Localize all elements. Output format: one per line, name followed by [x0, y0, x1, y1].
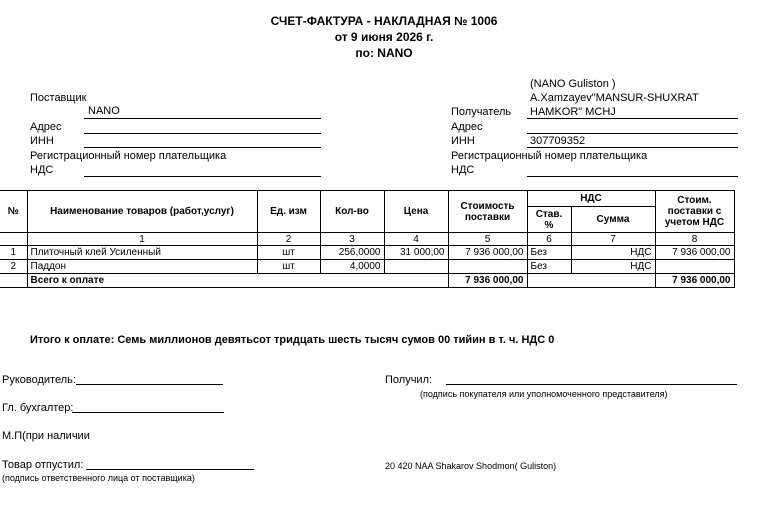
released-note: (подпись ответственного лица от поставщика) — [2, 473, 195, 483]
recipient-name-1: (NANO Guliston ) — [530, 78, 616, 90]
supplier-value: NANO — [88, 105, 120, 117]
row-name: Плиточный клей Усиленный — [27, 246, 257, 260]
recipient-line — [527, 118, 738, 119]
document-by: по: NANO — [355, 46, 413, 60]
row-unit: шт — [257, 260, 320, 274]
received-label: Получил: — [385, 374, 433, 386]
column-number: 1 — [27, 233, 257, 246]
row-name: Паддон — [27, 260, 257, 274]
total-with-vat: 7 936 000,00 — [655, 274, 734, 288]
header-qty: Кол-во — [320, 191, 384, 233]
column-number: 7 — [571, 233, 655, 246]
column-number — [0, 233, 27, 246]
row-cost — [448, 260, 527, 274]
table-row — [0, 246, 734, 260]
row-cost: 7 936 000,00 — [448, 246, 527, 260]
supplier-address-label: Адрес — [30, 121, 62, 133]
recipient-label: Получатель — [451, 106, 512, 118]
row-vat-rate: Без — [527, 246, 571, 260]
recipient-address-label: Адрес — [451, 121, 483, 133]
supplier-vat-line — [84, 176, 321, 177]
row-no: 1 — [0, 246, 27, 260]
recipient-name-2: A.Xamzayev"MANSUR-SHUXRAT — [530, 92, 699, 104]
document-title: СЧЕТ-ФАКТУРА - НАКЛАДНАЯ № 1006 — [270, 14, 498, 28]
row-unit: шт — [257, 246, 320, 260]
column-number: 5 — [448, 233, 527, 246]
column-number: 8 — [655, 233, 734, 246]
supplier-reg-label: Регистрационный номер плательщика — [30, 150, 227, 162]
column-number: 4 — [384, 233, 448, 246]
header-vat-sum: Сумма — [571, 207, 655, 233]
released-signature-line — [86, 469, 254, 470]
total-label: Всего к оплате — [27, 274, 448, 288]
supplier-label: Поставщик — [30, 92, 87, 104]
row-price: 31 000,00 — [384, 246, 448, 260]
received-signature-line — [446, 384, 737, 385]
amount-in-words: Итого к оплате: Семь миллионов девятьсот тридцать шесть тысяч сумов 00 тийин в т. ч. НДС 0 — [30, 334, 555, 346]
accountant-signature-line — [72, 412, 224, 413]
stamp-label: М.П(при наличии — [2, 430, 90, 442]
header-total: Стоим. поставки с учетом НДС — [655, 191, 734, 233]
total-row — [0, 274, 734, 288]
document-date: от 9 июня 2026 г. — [334, 30, 434, 44]
row-vat-rate: Без — [527, 260, 571, 274]
header-cost: Стоимость поставки — [448, 191, 527, 233]
header-name: Наименование товаров (работ,услуг) — [27, 191, 257, 233]
row-qty: 256,0000 — [320, 246, 384, 260]
recipient-vat-line — [527, 176, 738, 177]
column-number: 6 — [527, 233, 571, 246]
total-vat — [527, 274, 655, 288]
column-number: 3 — [320, 233, 384, 246]
recipient-inn-line — [527, 147, 738, 148]
recipient-inn-value: 307709352 — [530, 135, 586, 147]
head-signature-line — [76, 384, 223, 385]
accountant-label: Гл. бухгалтер: — [2, 402, 74, 414]
row-vat-sum: НДС — [571, 246, 655, 260]
row-qty: 4,0000 — [320, 260, 384, 274]
header-no: № — [0, 191, 27, 233]
table-row — [0, 260, 734, 274]
row-vat-sum: НДС — [571, 260, 655, 274]
head-label: Руководитель: — [2, 374, 76, 386]
recipient-vat-label: НДС — [451, 164, 475, 176]
received-note: (подпись покупателя или уполномоченного представителя) — [420, 389, 668, 399]
supplier-vat-label: НДС — [30, 164, 54, 176]
invoice-table — [0, 190, 735, 288]
row-no: 2 — [0, 260, 27, 274]
header-unit: Ед. изм — [257, 191, 320, 233]
total-no — [0, 274, 27, 288]
recipient-reg-label: Регистрационный номер плательщика — [451, 150, 648, 162]
supplier-address-line — [84, 133, 321, 134]
released-label: Товар отпустил: — [2, 459, 84, 471]
recipient-name-3: HAMKOR" MCHJ — [530, 106, 616, 118]
header-vat-rate: Став. % — [527, 207, 571, 233]
row-total — [655, 260, 734, 274]
supplier-inn-line — [84, 147, 321, 148]
supplier-inn-label: ИНН — [30, 135, 54, 147]
row-total: 7 936 000,00 — [655, 246, 734, 260]
header-price: Цена — [384, 191, 448, 233]
supplier-line — [84, 118, 321, 119]
recipient-address-line — [527, 133, 738, 134]
column-number: 2 — [257, 233, 320, 246]
header-vat: НДС — [527, 191, 655, 207]
total-cost: 7 936 000,00 — [448, 274, 527, 288]
receiver-name: 20 420 NAA Shakarov Shodmon( Guliston) — [385, 461, 557, 471]
recipient-inn-label: ИНН — [451, 135, 475, 147]
column-number-row — [0, 233, 734, 246]
row-price — [384, 260, 448, 274]
